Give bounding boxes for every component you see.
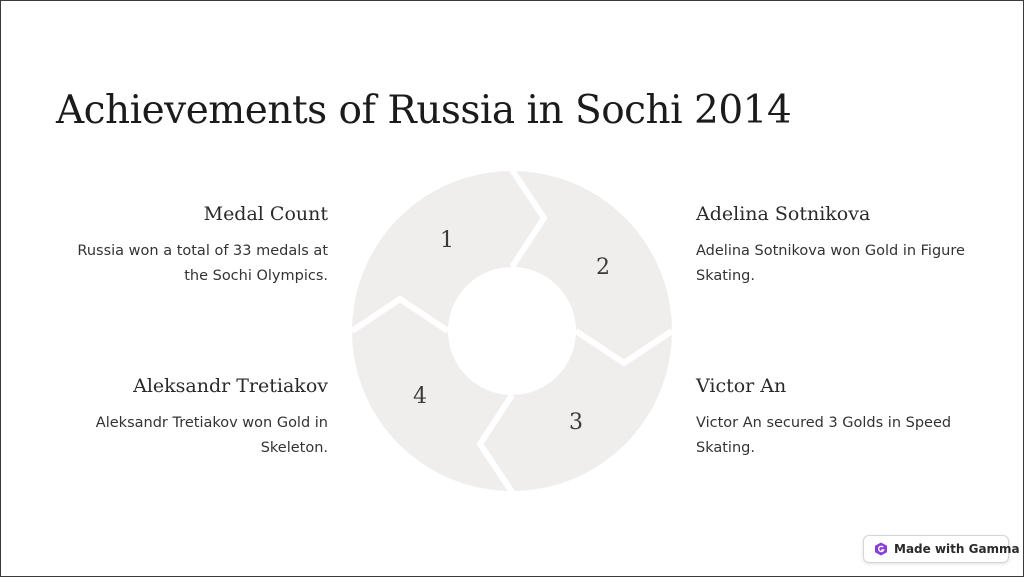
item-description: Adelina Sotnikova won Gold in Figure Skating. bbox=[696, 243, 965, 284]
cycle-center bbox=[448, 267, 576, 395]
item-description: Victor An secured 3 Golds in Speed Skating. bbox=[696, 415, 952, 456]
cycle-diagram bbox=[352, 170, 672, 492]
item-title: Medal Count bbox=[203, 203, 328, 225]
segment-number-4: 4 bbox=[413, 384, 427, 409]
item-adelina-sotnikova bbox=[696, 202, 968, 289]
item-title: Victor An bbox=[696, 375, 787, 397]
segment-number-1: 1 bbox=[440, 228, 454, 253]
item-title: Aleksandr Tretiakov bbox=[133, 375, 328, 397]
segment-number-2: 2 bbox=[596, 255, 610, 280]
slide-title: Achievements of Russia in Sochi 2014 bbox=[56, 88, 792, 133]
made-with-gamma-badge[interactable] bbox=[863, 535, 1020, 563]
item-aleksandr-tretiakov bbox=[56, 374, 328, 461]
item-description: Russia won a total of 33 medals at the Sochi Olympics. bbox=[77, 243, 328, 284]
gamma-logo-icon bbox=[874, 542, 888, 556]
item-medal-count bbox=[56, 202, 328, 289]
item-title: Adelina Sotnikova bbox=[696, 203, 871, 225]
item-description: Aleksandr Tretiakov won Gold in Skeleton. bbox=[95, 415, 328, 456]
badge-label: Made with Gamma bbox=[894, 542, 1020, 556]
segment-number-3: 3 bbox=[569, 410, 583, 435]
item-victor-an bbox=[696, 374, 968, 461]
